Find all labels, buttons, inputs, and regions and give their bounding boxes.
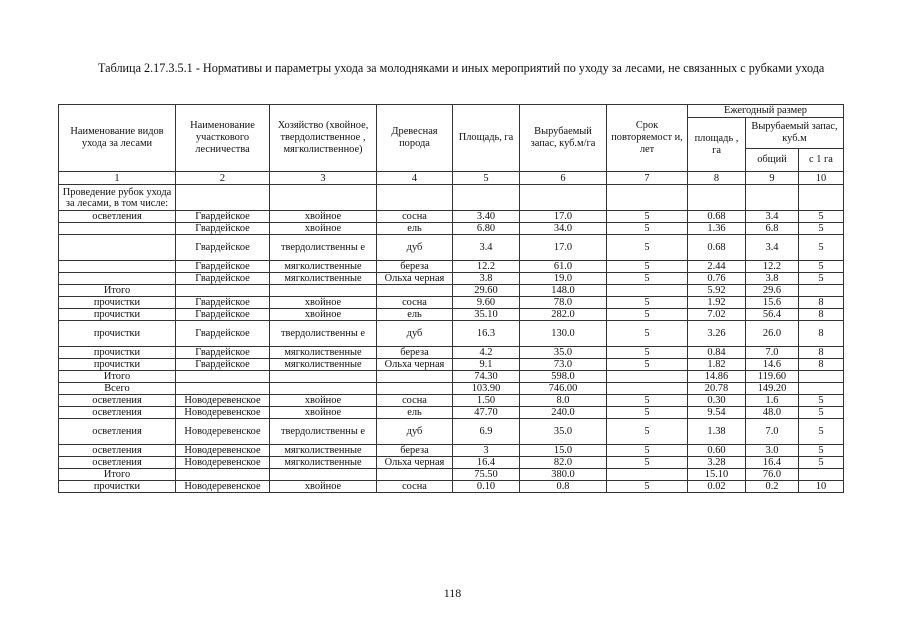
table-cell: 5 <box>799 261 844 273</box>
table-cell: 8 <box>799 309 844 321</box>
table-row <box>59 371 844 383</box>
table-cell: 0.60 <box>688 445 746 457</box>
table-row <box>59 285 844 297</box>
table-cell: 5 <box>799 273 844 285</box>
table-cell: 20.78 <box>688 383 746 395</box>
header-volume: Вырубаемый запас, куб.м <box>746 118 844 149</box>
table-cell: 119.60 <box>746 371 799 383</box>
table-cell: дуб <box>377 419 453 445</box>
table-cell: сосна <box>377 297 453 309</box>
table-cell: 5.92 <box>688 285 746 297</box>
table-cell: осветления <box>59 445 176 457</box>
table-cell: 3.8 <box>453 273 520 285</box>
table-cell: 0.8 <box>520 481 607 493</box>
table-cell: мягколиственные <box>270 273 377 285</box>
table-cell: Гвардейское <box>176 261 270 273</box>
header-col-5: Площадь, га <box>453 105 520 172</box>
table-cell: твердолиственны е <box>270 321 377 347</box>
table-cell: хвойное <box>270 407 377 419</box>
table-cell: 5 <box>607 309 688 321</box>
table-row <box>59 359 844 371</box>
header-per-ha: с 1 га <box>799 149 844 172</box>
table-cell: Итого <box>59 285 176 297</box>
header-area: площадь , га <box>688 118 746 172</box>
table-cell: 14.6 <box>746 359 799 371</box>
table-cell: мягколиственные <box>270 261 377 273</box>
table-cell: 78.0 <box>520 297 607 309</box>
table-cell: 5 <box>607 261 688 273</box>
table-cell: 3.4 <box>453 235 520 261</box>
table-cell: 3.28 <box>688 457 746 469</box>
table-cell: прочистки <box>59 481 176 493</box>
table-cell: 35.0 <box>520 419 607 445</box>
table-cell: Новодеревенское <box>176 457 270 469</box>
forest-care-table <box>58 104 844 493</box>
table-cell: 3 <box>453 445 520 457</box>
table-cell: сосна <box>377 395 453 407</box>
table-row <box>59 445 844 457</box>
table-cell: мягколиственные <box>270 347 377 359</box>
table-cell: 75.50 <box>453 469 520 481</box>
table-cell: прочистки <box>59 359 176 371</box>
table-cell: прочистки <box>59 297 176 309</box>
table-cell: сосна <box>377 481 453 493</box>
table-cell: дуб <box>377 235 453 261</box>
table-cell <box>453 185 520 211</box>
table-cell <box>746 185 799 211</box>
table-row <box>59 223 844 235</box>
table-cell: 29.60 <box>453 285 520 297</box>
table-cell: мягколиственные <box>270 457 377 469</box>
table-cell: 0.68 <box>688 235 746 261</box>
table-cell <box>377 371 453 383</box>
table-cell <box>607 185 688 211</box>
table-cell: 29.6 <box>746 285 799 297</box>
table-cell: твердолиственны е <box>270 419 377 445</box>
table-cell: 76.0 <box>746 469 799 481</box>
table-row <box>59 321 844 347</box>
table-cell: 5 <box>607 395 688 407</box>
table-row <box>59 185 844 211</box>
table-cell <box>799 383 844 395</box>
table-cell: 5 <box>607 273 688 285</box>
table-cell <box>270 185 377 211</box>
table-cell: 5 <box>799 211 844 223</box>
table-row <box>59 211 844 223</box>
header-col-2: Наименование участкового лесничества <box>176 105 270 172</box>
table-cell: береза <box>377 347 453 359</box>
table-cell: 5 <box>607 223 688 235</box>
table-cell: 5 <box>607 211 688 223</box>
table-cell: осветления <box>59 211 176 223</box>
table-cell: Всего <box>59 383 176 395</box>
table-caption: Таблица 2.17.3.5.1 - Нормативы и параметры ухода за молодняками и иных мероприятий по уходу за лесами, не связанных с рубками ухода <box>98 61 825 75</box>
table-cell <box>270 371 377 383</box>
table-cell: 2.44 <box>688 261 746 273</box>
table-cell: 17.0 <box>520 235 607 261</box>
table-cell: 47.70 <box>453 407 520 419</box>
table-cell <box>377 469 453 481</box>
table-cell: 103.90 <box>453 383 520 395</box>
table-row <box>59 347 844 359</box>
header-annual: Ежегодный размер <box>688 105 844 118</box>
table-cell <box>176 469 270 481</box>
table-cell: Гвардейское <box>176 321 270 347</box>
table-cell: 5 <box>799 419 844 445</box>
table-cell <box>176 285 270 297</box>
header-col-4: Древесная порода <box>377 105 453 172</box>
table-cell: 6.80 <box>453 223 520 235</box>
table-cell: Новодеревенское <box>176 395 270 407</box>
table-cell: 5 <box>607 457 688 469</box>
table-cell: 1.36 <box>688 223 746 235</box>
header-col-1: Наименование видов ухода за лесами <box>59 105 176 172</box>
table-cell <box>59 273 176 285</box>
table-cell: Гвардейское <box>176 235 270 261</box>
table-cell <box>799 285 844 297</box>
table-cell <box>377 285 453 297</box>
table-cell <box>270 285 377 297</box>
table-cell <box>377 185 453 211</box>
table-cell: осветления <box>59 407 176 419</box>
table-cell: прочистки <box>59 309 176 321</box>
table-cell: 0.10 <box>453 481 520 493</box>
table-cell: 15.10 <box>688 469 746 481</box>
table-cell: 15.0 <box>520 445 607 457</box>
column-number: 5 <box>453 172 520 185</box>
table-cell: хвойное <box>270 297 377 309</box>
column-number: 10 <box>799 172 844 185</box>
table-cell: Гвардейское <box>176 359 270 371</box>
table-row <box>59 273 844 285</box>
table-cell: 8 <box>799 297 844 309</box>
table-cell: 3.4 <box>746 211 799 223</box>
table-row <box>59 481 844 493</box>
table-cell: мягколиственные <box>270 445 377 457</box>
table-row <box>59 407 844 419</box>
table-cell: 12.2 <box>453 261 520 273</box>
table-row <box>59 383 844 395</box>
table-cell: хвойное <box>270 309 377 321</box>
table-cell: 48.0 <box>746 407 799 419</box>
table-cell: 282.0 <box>520 309 607 321</box>
table-cell: 4.2 <box>453 347 520 359</box>
table-cell: 149.20 <box>746 383 799 395</box>
table-cell: сосна <box>377 211 453 223</box>
table-row <box>59 309 844 321</box>
table-row <box>59 419 844 445</box>
header-total: общий <box>746 149 799 172</box>
column-number: 3 <box>270 172 377 185</box>
table-cell: 3.4 <box>746 235 799 261</box>
table-row <box>59 235 844 261</box>
table-cell: 0.2 <box>746 481 799 493</box>
table-cell: 82.0 <box>520 457 607 469</box>
table-cell: 26.0 <box>746 321 799 347</box>
table-cell: ель <box>377 223 453 235</box>
table-cell <box>688 185 746 211</box>
table-cell <box>799 371 844 383</box>
table-cell: 0.30 <box>688 395 746 407</box>
table-cell <box>176 185 270 211</box>
table-cell <box>377 383 453 395</box>
table-cell: 5 <box>607 407 688 419</box>
table-cell: 12.2 <box>746 261 799 273</box>
table-cell <box>607 285 688 297</box>
table-cell: 1.50 <box>453 395 520 407</box>
table-cell: 6.9 <box>453 419 520 445</box>
table-cell: 8 <box>799 321 844 347</box>
table-cell <box>799 185 844 211</box>
table-cell: 34.0 <box>520 223 607 235</box>
table-cell: 5 <box>607 445 688 457</box>
table-cell: Новодеревенское <box>176 445 270 457</box>
table-cell <box>59 261 176 273</box>
table-cell: 5 <box>607 481 688 493</box>
table-cell: 35.0 <box>520 347 607 359</box>
table-cell: 9.54 <box>688 407 746 419</box>
table-cell: хвойное <box>270 481 377 493</box>
table-cell: 5 <box>607 321 688 347</box>
table-row <box>59 297 844 309</box>
table-cell: 5 <box>607 235 688 261</box>
table-cell: 1.6 <box>746 395 799 407</box>
table-row <box>59 469 844 481</box>
table-cell: прочистки <box>59 321 176 347</box>
table-cell: хвойное <box>270 211 377 223</box>
table-cell: 3.0 <box>746 445 799 457</box>
table-cell: 0.02 <box>688 481 746 493</box>
table-row <box>59 457 844 469</box>
table-cell <box>176 383 270 395</box>
header-col-6: Вырубаемый запас, куб.м/га <box>520 105 607 172</box>
table-cell: Ольха черная <box>377 457 453 469</box>
table-cell: береза <box>377 261 453 273</box>
table-cell: Итого <box>59 469 176 481</box>
table-cell: хвойное <box>270 395 377 407</box>
table-cell: 3.8 <box>746 273 799 285</box>
table-cell: осветления <box>59 457 176 469</box>
table-row <box>59 395 844 407</box>
header-col-7: Срок повторяемост и, лет <box>607 105 688 172</box>
table-cell: твердолиственны е <box>270 235 377 261</box>
table-cell: 7.02 <box>688 309 746 321</box>
table-cell: 73.0 <box>520 359 607 371</box>
table-cell: 17.0 <box>520 211 607 223</box>
table-cell: дуб <box>377 321 453 347</box>
table-cell: 240.0 <box>520 407 607 419</box>
table-cell: 16.4 <box>453 457 520 469</box>
table-cell: 380.0 <box>520 469 607 481</box>
table-cell: 74.30 <box>453 371 520 383</box>
table-cell <box>799 469 844 481</box>
table-cell: 6.8 <box>746 223 799 235</box>
table-cell: 9.1 <box>453 359 520 371</box>
table-cell: 598.0 <box>520 371 607 383</box>
table-cell: 3.40 <box>453 211 520 223</box>
header-col-3: Хозяйство (хвойное, твердолиственное , мягколиственное) <box>270 105 377 172</box>
column-numbers-row <box>59 172 844 185</box>
table-cell: 5 <box>607 297 688 309</box>
table-cell: береза <box>377 445 453 457</box>
table-cell: Новодеревенское <box>176 419 270 445</box>
table-cell: 8 <box>799 347 844 359</box>
table-cell: 8 <box>799 359 844 371</box>
table-cell: 7.0 <box>746 347 799 359</box>
table-cell: 61.0 <box>520 261 607 273</box>
column-number: 2 <box>176 172 270 185</box>
table-cell <box>176 371 270 383</box>
table-cell: прочистки <box>59 347 176 359</box>
table-cell <box>270 383 377 395</box>
table-cell: 0.68 <box>688 211 746 223</box>
table-cell: Ольха черная <box>377 273 453 285</box>
table-cell: 5 <box>607 419 688 445</box>
table-cell: 1.82 <box>688 359 746 371</box>
table-cell: 5 <box>607 347 688 359</box>
table-cell: осветления <box>59 419 176 445</box>
table-cell: 16.4 <box>746 457 799 469</box>
column-number: 4 <box>377 172 453 185</box>
table-cell: 5 <box>799 223 844 235</box>
column-number: 7 <box>607 172 688 185</box>
table-cell: ель <box>377 407 453 419</box>
table-cell: ель <box>377 309 453 321</box>
table-cell: 5 <box>799 235 844 261</box>
table-cell: Гвардейское <box>176 309 270 321</box>
table-cell <box>607 383 688 395</box>
table-cell <box>59 223 176 235</box>
table-cell: Гвардейское <box>176 297 270 309</box>
table-cell: 35.10 <box>453 309 520 321</box>
table-cell: 9.60 <box>453 297 520 309</box>
table-cell <box>607 371 688 383</box>
table-cell <box>59 235 176 261</box>
table-cell: 19.0 <box>520 273 607 285</box>
table-cell: 130.0 <box>520 321 607 347</box>
table-cell: 1.38 <box>688 419 746 445</box>
table-cell: Новодеревенское <box>176 481 270 493</box>
table-body <box>59 172 844 493</box>
table-cell: Проведение рубок ухода за лесами, в том числе: <box>59 185 176 211</box>
table-cell: 7.0 <box>746 419 799 445</box>
table-cell: мягколиственные <box>270 359 377 371</box>
table-cell: 16.3 <box>453 321 520 347</box>
table-cell: Гвардейское <box>176 273 270 285</box>
table-cell: 0.76 <box>688 273 746 285</box>
table-cell: 0.84 <box>688 347 746 359</box>
page-number: 118 <box>443 586 462 600</box>
table-cell: 56.4 <box>746 309 799 321</box>
table-cell: 148.0 <box>520 285 607 297</box>
table-cell: 5 <box>799 445 844 457</box>
table-cell: хвойное <box>270 223 377 235</box>
table-cell: 5 <box>799 457 844 469</box>
table-cell: 5 <box>799 395 844 407</box>
table-cell: 1.92 <box>688 297 746 309</box>
column-number: 8 <box>688 172 746 185</box>
table-cell: Новодеревенское <box>176 407 270 419</box>
column-number: 6 <box>520 172 607 185</box>
table-cell: 14.86 <box>688 371 746 383</box>
table-cell: Гвардейское <box>176 211 270 223</box>
table-cell: 3.26 <box>688 321 746 347</box>
table-cell: 746.00 <box>520 383 607 395</box>
table-cell <box>607 469 688 481</box>
table-cell: Гвардейское <box>176 223 270 235</box>
table-cell: 5 <box>799 407 844 419</box>
table-row <box>59 261 844 273</box>
table-cell: Ольха черная <box>377 359 453 371</box>
table-cell: 8.0 <box>520 395 607 407</box>
column-number: 9 <box>746 172 799 185</box>
column-number: 1 <box>59 172 176 185</box>
table-cell: Гвардейское <box>176 347 270 359</box>
table-cell: 15.6 <box>746 297 799 309</box>
table-cell: 5 <box>607 359 688 371</box>
table-cell: 10 <box>799 481 844 493</box>
table-cell: Итого <box>59 371 176 383</box>
table-cell <box>520 185 607 211</box>
table-cell: осветления <box>59 395 176 407</box>
table-cell <box>270 469 377 481</box>
